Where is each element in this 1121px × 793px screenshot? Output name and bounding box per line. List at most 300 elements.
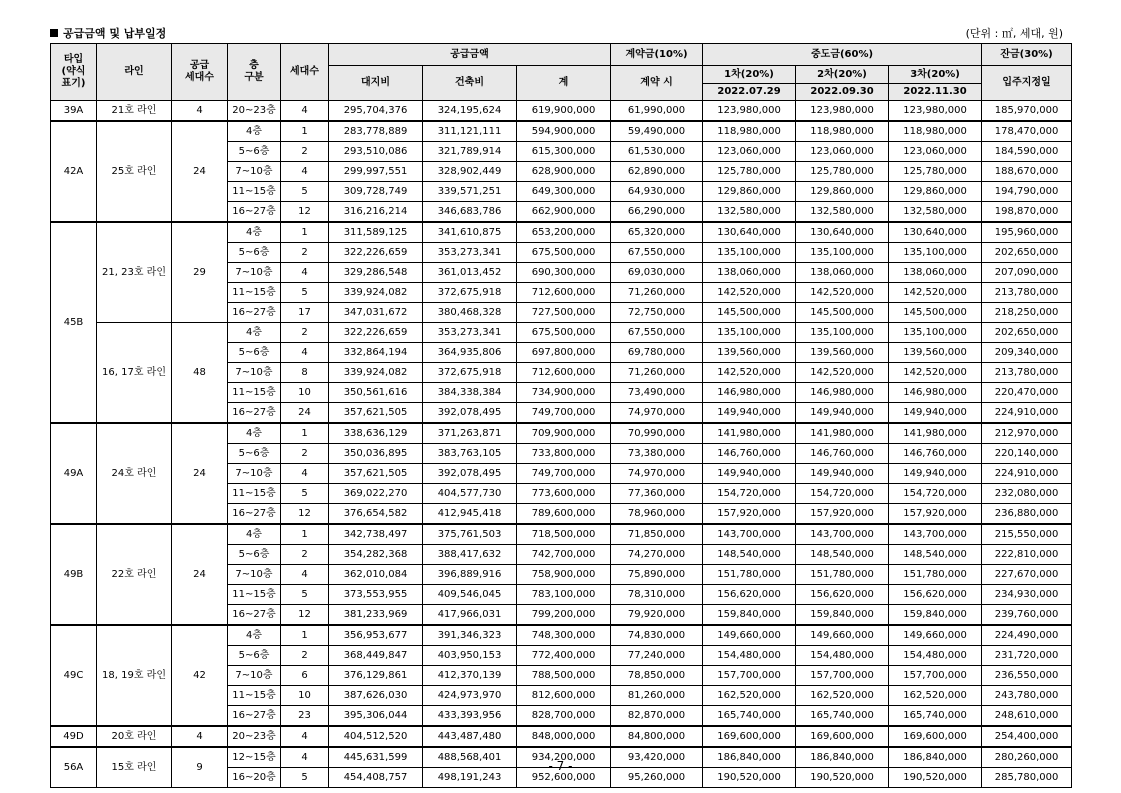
hh-cell: 5 — [281, 283, 329, 303]
bld-cell: 380,468,328 — [423, 303, 517, 323]
hh-cell: 2 — [281, 444, 329, 464]
contract-cell: 79,920,000 — [611, 605, 703, 626]
bld-cell: 328,902,449 — [423, 162, 517, 182]
bal-cell: 202,650,000 — [982, 243, 1072, 263]
hh-cell: 5 — [281, 585, 329, 605]
floor-cell: 16~27층 — [228, 706, 281, 727]
bal-cell: 222,810,000 — [982, 545, 1072, 565]
hh-cell: 1 — [281, 222, 329, 243]
floor-cell: 5~6층 — [228, 646, 281, 666]
contract-cell: 66,290,000 — [611, 202, 703, 223]
m1-cell: 125,780,000 — [703, 162, 796, 182]
bal-cell: 285,780,000 — [982, 768, 1072, 788]
total-cell: 758,900,000 — [517, 565, 611, 585]
type-cell: 42A — [51, 121, 97, 222]
floor-cell: 5~6층 — [228, 243, 281, 263]
floor-cell: 20~23층 — [228, 726, 281, 747]
bld-cell: 488,568,401 — [423, 747, 517, 768]
m3-cell: 123,060,000 — [889, 142, 982, 162]
bal-cell: 234,930,000 — [982, 585, 1072, 605]
m2-cell: 146,760,000 — [796, 444, 889, 464]
m2-cell: 129,860,000 — [796, 182, 889, 202]
contract-cell: 72,750,000 — [611, 303, 703, 323]
bal-cell: 220,470,000 — [982, 383, 1072, 403]
hh-cell: 4 — [281, 747, 329, 768]
total-cell: 789,600,000 — [517, 504, 611, 525]
m2-cell: 135,100,000 — [796, 243, 889, 263]
land-cell: 332,864,194 — [329, 343, 423, 363]
unit-note: (단위 : ㎡, 세대, 원) — [965, 27, 1063, 40]
floor-cell: 16~27층 — [228, 605, 281, 626]
header-mid3: 3차(20%) — [889, 66, 982, 84]
m3-cell: 132,580,000 — [889, 202, 982, 223]
total-cell: 649,300,000 — [517, 182, 611, 202]
bal-cell: 220,140,000 — [982, 444, 1072, 464]
m2-cell: 123,060,000 — [796, 142, 889, 162]
floor-cell: 11~15층 — [228, 585, 281, 605]
m1-cell: 142,520,000 — [703, 283, 796, 303]
land-cell: 373,553,955 — [329, 585, 423, 605]
hh-cell: 12 — [281, 202, 329, 223]
m3-cell: 162,520,000 — [889, 686, 982, 706]
header-land: 대지비 — [329, 66, 423, 101]
header-mid2: 2차(20%) — [796, 66, 889, 84]
hh-cell: 4 — [281, 343, 329, 363]
contract-cell: 67,550,000 — [611, 323, 703, 343]
land-cell: 357,621,505 — [329, 403, 423, 424]
m2-cell: 169,600,000 — [796, 726, 889, 747]
m1-cell: 146,980,000 — [703, 383, 796, 403]
floor-cell: 5~6층 — [228, 343, 281, 363]
line-cell: 20호 라인 — [97, 726, 172, 747]
total-cell: 697,800,000 — [517, 343, 611, 363]
land-cell: 381,233,969 — [329, 605, 423, 626]
m2-cell: 156,620,000 — [796, 585, 889, 605]
total-cell: 773,600,000 — [517, 484, 611, 504]
contract-cell: 78,850,000 — [611, 666, 703, 686]
m1-cell: 149,660,000 — [703, 625, 796, 646]
bal-cell: 227,670,000 — [982, 565, 1072, 585]
header-contract-time: 계약 시 — [611, 66, 703, 101]
m1-cell: 156,620,000 — [703, 585, 796, 605]
m3-cell: 169,600,000 — [889, 726, 982, 747]
m1-cell: 129,860,000 — [703, 182, 796, 202]
m1-cell: 157,700,000 — [703, 666, 796, 686]
hh-cell: 12 — [281, 504, 329, 525]
bal-cell: 218,250,000 — [982, 303, 1072, 323]
bal-cell: 280,260,000 — [982, 747, 1072, 768]
total-cell: 788,500,000 — [517, 666, 611, 686]
header-line: 라인 — [97, 44, 172, 101]
floor-cell: 4층 — [228, 323, 281, 343]
m1-cell: 186,840,000 — [703, 747, 796, 768]
header-total: 계 — [517, 66, 611, 101]
m1-cell: 159,840,000 — [703, 605, 796, 626]
table-row — [51, 101, 1072, 122]
contract-cell: 73,380,000 — [611, 444, 703, 464]
bal-cell: 188,670,000 — [982, 162, 1072, 182]
bld-cell: 396,889,916 — [423, 565, 517, 585]
floor-cell: 4층 — [228, 625, 281, 646]
hh-cell: 4 — [281, 565, 329, 585]
bld-cell: 412,945,418 — [423, 504, 517, 525]
bal-cell: 215,550,000 — [982, 524, 1072, 545]
land-cell: 357,621,505 — [329, 464, 423, 484]
hh-cell: 1 — [281, 524, 329, 545]
bal-cell: 236,880,000 — [982, 504, 1072, 525]
hh-cell: 2 — [281, 646, 329, 666]
m2-cell: 154,480,000 — [796, 646, 889, 666]
bld-cell: 339,571,251 — [423, 182, 517, 202]
bld-cell: 375,761,503 — [423, 524, 517, 545]
land-cell: 368,449,847 — [329, 646, 423, 666]
m2-cell: 157,700,000 — [796, 666, 889, 686]
header-balance: 잔금(30%) — [982, 44, 1072, 66]
hh-cell: 5 — [281, 768, 329, 788]
m2-cell: 146,980,000 — [796, 383, 889, 403]
bal-cell: 209,340,000 — [982, 343, 1072, 363]
type-cell: 39A — [51, 101, 97, 122]
total-cell: 653,200,000 — [517, 222, 611, 243]
hh-cell: 17 — [281, 303, 329, 323]
hh-cell: 6 — [281, 666, 329, 686]
total-cell: 952,600,000 — [517, 768, 611, 788]
m1-cell: 118,980,000 — [703, 121, 796, 142]
header-mid1-date: 2022.07.29 — [703, 84, 796, 101]
header-mid1: 1차(20%) — [703, 66, 796, 84]
floor-cell: 4층 — [228, 222, 281, 243]
bld-cell: 443,487,480 — [423, 726, 517, 747]
total-cell: 742,700,000 — [517, 545, 611, 565]
header-mid3-date: 2022.11.30 — [889, 84, 982, 101]
floor-cell: 16~20층 — [228, 768, 281, 788]
m3-cell: 135,100,000 — [889, 243, 982, 263]
m3-cell: 190,520,000 — [889, 768, 982, 788]
bld-cell: 391,346,323 — [423, 625, 517, 646]
total-cell: 619,900,000 — [517, 101, 611, 122]
bld-cell: 417,966,031 — [423, 605, 517, 626]
line-cell: 21호 라인 — [97, 101, 172, 122]
hh-cell: 24 — [281, 403, 329, 424]
bal-cell: 185,970,000 — [982, 101, 1072, 122]
m3-cell: 125,780,000 — [889, 162, 982, 182]
square-bullet-icon — [50, 29, 58, 37]
m1-cell: 138,060,000 — [703, 263, 796, 283]
land-cell: 350,036,895 — [329, 444, 423, 464]
m2-cell: 165,740,000 — [796, 706, 889, 727]
table-row — [51, 222, 1072, 243]
hh-cell: 8 — [281, 363, 329, 383]
section-title-text: 공급금액 및 납부일정 — [63, 27, 167, 40]
bal-cell: 198,870,000 — [982, 202, 1072, 223]
bld-cell: 433,393,956 — [423, 706, 517, 727]
m2-cell: 151,780,000 — [796, 565, 889, 585]
m1-cell: 132,580,000 — [703, 202, 796, 223]
supply-units-cell: 24 — [172, 524, 228, 625]
bld-cell: 424,973,970 — [423, 686, 517, 706]
total-cell: 718,500,000 — [517, 524, 611, 545]
header-mid2-date: 2022.09.30 — [796, 84, 889, 101]
contract-cell: 62,890,000 — [611, 162, 703, 182]
m2-cell: 132,580,000 — [796, 202, 889, 223]
m2-cell: 123,980,000 — [796, 101, 889, 122]
contract-cell: 74,970,000 — [611, 464, 703, 484]
m2-cell: 145,500,000 — [796, 303, 889, 323]
land-cell: 404,512,520 — [329, 726, 423, 747]
contract-cell: 70,990,000 — [611, 423, 703, 444]
bld-cell: 383,763,105 — [423, 444, 517, 464]
total-cell: 848,000,000 — [517, 726, 611, 747]
supply-units-cell: 48 — [172, 323, 228, 424]
floor-cell: 11~15층 — [228, 182, 281, 202]
total-cell: 783,100,000 — [517, 585, 611, 605]
total-cell: 712,600,000 — [517, 283, 611, 303]
m2-cell: 135,100,000 — [796, 323, 889, 343]
hh-cell: 4 — [281, 162, 329, 182]
hh-cell: 4 — [281, 726, 329, 747]
m3-cell: 143,700,000 — [889, 524, 982, 545]
bal-cell: 212,970,000 — [982, 423, 1072, 444]
hh-cell: 10 — [281, 686, 329, 706]
m1-cell: 130,640,000 — [703, 222, 796, 243]
land-cell: 362,010,084 — [329, 565, 423, 585]
m2-cell: 130,640,000 — [796, 222, 889, 243]
land-cell: 387,626,030 — [329, 686, 423, 706]
m3-cell: 129,860,000 — [889, 182, 982, 202]
total-cell: 733,800,000 — [517, 444, 611, 464]
header-floor: 층 구분 — [228, 44, 281, 101]
supply-units-cell: 9 — [172, 747, 228, 788]
m3-cell: 138,060,000 — [889, 263, 982, 283]
contract-cell: 69,030,000 — [611, 263, 703, 283]
floor-cell: 7~10층 — [228, 363, 281, 383]
m1-cell: 169,600,000 — [703, 726, 796, 747]
m2-cell: 142,520,000 — [796, 283, 889, 303]
total-cell: 828,700,000 — [517, 706, 611, 727]
bld-cell: 498,191,243 — [423, 768, 517, 788]
m3-cell: 130,640,000 — [889, 222, 982, 243]
table-row — [51, 323, 1072, 343]
contract-cell: 67,550,000 — [611, 243, 703, 263]
floor-cell: 4층 — [228, 423, 281, 444]
floor-cell: 4층 — [228, 524, 281, 545]
bld-cell: 372,675,918 — [423, 363, 517, 383]
contract-cell: 74,830,000 — [611, 625, 703, 646]
floor-cell: 7~10층 — [228, 464, 281, 484]
m1-cell: 145,500,000 — [703, 303, 796, 323]
contract-cell: 73,490,000 — [611, 383, 703, 403]
m2-cell: 162,520,000 — [796, 686, 889, 706]
total-cell: 748,300,000 — [517, 625, 611, 646]
floor-cell: 16~27층 — [228, 403, 281, 424]
bld-cell: 341,610,875 — [423, 222, 517, 243]
m2-cell: 159,840,000 — [796, 605, 889, 626]
hh-cell: 2 — [281, 323, 329, 343]
bal-cell: 202,650,000 — [982, 323, 1072, 343]
m1-cell: 141,980,000 — [703, 423, 796, 444]
bld-cell: 321,789,914 — [423, 142, 517, 162]
total-cell: 615,300,000 — [517, 142, 611, 162]
total-cell: 812,600,000 — [517, 686, 611, 706]
contract-cell: 93,420,000 — [611, 747, 703, 768]
land-cell: 376,129,861 — [329, 666, 423, 686]
land-cell: 299,997,551 — [329, 162, 423, 182]
line-cell: 15호 라인 — [97, 747, 172, 788]
bal-cell: 224,910,000 — [982, 403, 1072, 424]
table-row — [51, 524, 1072, 545]
page-number: - 7 - — [548, 759, 573, 773]
bld-cell: 392,078,495 — [423, 464, 517, 484]
m3-cell: 149,660,000 — [889, 625, 982, 646]
bal-cell: 178,470,000 — [982, 121, 1072, 142]
header-building: 건축비 — [423, 66, 517, 101]
m3-cell: 135,100,000 — [889, 323, 982, 343]
bal-cell: 248,610,000 — [982, 706, 1072, 727]
contract-cell: 77,240,000 — [611, 646, 703, 666]
supply-units-cell: 29 — [172, 222, 228, 323]
m1-cell: 154,720,000 — [703, 484, 796, 504]
total-cell: 712,600,000 — [517, 363, 611, 383]
land-cell: 311,589,125 — [329, 222, 423, 243]
m1-cell: 135,100,000 — [703, 243, 796, 263]
contract-cell: 59,490,000 — [611, 121, 703, 142]
contract-cell: 95,260,000 — [611, 768, 703, 788]
land-cell: 395,306,044 — [329, 706, 423, 727]
contract-cell: 75,890,000 — [611, 565, 703, 585]
bld-cell: 372,675,918 — [423, 283, 517, 303]
floor-cell: 4층 — [228, 121, 281, 142]
floor-cell: 16~27층 — [228, 504, 281, 525]
bld-cell: 361,013,452 — [423, 263, 517, 283]
land-cell: 283,778,889 — [329, 121, 423, 142]
floor-cell: 7~10층 — [228, 263, 281, 283]
type-cell: 56A — [51, 747, 97, 788]
bal-cell: 254,400,000 — [982, 726, 1072, 747]
m2-cell: 118,980,000 — [796, 121, 889, 142]
bld-cell: 353,273,341 — [423, 323, 517, 343]
hh-cell: 2 — [281, 545, 329, 565]
line-cell: 22호 라인 — [97, 524, 172, 625]
m3-cell: 157,700,000 — [889, 666, 982, 686]
land-cell: 356,953,677 — [329, 625, 423, 646]
m3-cell: 146,980,000 — [889, 383, 982, 403]
line-cell: 24호 라인 — [97, 423, 172, 524]
land-cell: 295,704,376 — [329, 101, 423, 122]
section-title — [50, 25, 166, 41]
floor-cell: 11~15층 — [228, 383, 281, 403]
land-cell: 309,728,749 — [329, 182, 423, 202]
contract-cell: 84,800,000 — [611, 726, 703, 747]
floor-cell: 7~10층 — [228, 162, 281, 182]
total-cell: 749,700,000 — [517, 403, 611, 424]
line-cell: 25호 라인 — [97, 121, 172, 222]
bal-cell: 224,490,000 — [982, 625, 1072, 646]
supply-units-cell: 24 — [172, 121, 228, 222]
bal-cell: 236,550,000 — [982, 666, 1072, 686]
contract-cell: 71,850,000 — [611, 524, 703, 545]
bld-cell: 371,263,871 — [423, 423, 517, 444]
supply-units-cell: 4 — [172, 726, 228, 747]
m3-cell: 145,500,000 — [889, 303, 982, 323]
header-contract: 계약금(10%) — [611, 44, 703, 66]
floor-cell: 5~6층 — [228, 545, 281, 565]
land-cell: 376,654,582 — [329, 504, 423, 525]
bld-cell: 311,121,111 — [423, 121, 517, 142]
bal-cell: 232,080,000 — [982, 484, 1072, 504]
hh-cell: 10 — [281, 383, 329, 403]
land-cell: 322,226,659 — [329, 323, 423, 343]
table-row — [51, 423, 1072, 444]
floor-cell: 5~6층 — [228, 444, 281, 464]
table-row — [51, 726, 1072, 747]
bal-cell: 194,790,000 — [982, 182, 1072, 202]
bld-cell: 404,577,730 — [423, 484, 517, 504]
total-cell: 690,300,000 — [517, 263, 611, 283]
type-cell: 49A — [51, 423, 97, 524]
m2-cell: 138,060,000 — [796, 263, 889, 283]
line-cell: 21, 23호 라인 — [97, 222, 172, 323]
land-cell: 347,031,672 — [329, 303, 423, 323]
m1-cell: 146,760,000 — [703, 444, 796, 464]
bld-cell: 392,078,495 — [423, 403, 517, 424]
m3-cell: 154,720,000 — [889, 484, 982, 504]
total-cell: 594,900,000 — [517, 121, 611, 142]
contract-cell: 65,320,000 — [611, 222, 703, 243]
m2-cell: 125,780,000 — [796, 162, 889, 182]
supply-units-cell: 24 — [172, 423, 228, 524]
m1-cell: 162,520,000 — [703, 686, 796, 706]
contract-cell: 64,930,000 — [611, 182, 703, 202]
contract-cell: 74,270,000 — [611, 545, 703, 565]
hh-cell: 5 — [281, 484, 329, 504]
header-households: 세대수 — [281, 44, 329, 101]
m3-cell: 159,840,000 — [889, 605, 982, 626]
m2-cell: 139,560,000 — [796, 343, 889, 363]
m1-cell: 143,700,000 — [703, 524, 796, 545]
bal-cell: 243,780,000 — [982, 686, 1072, 706]
contract-cell: 71,260,000 — [611, 363, 703, 383]
m3-cell: 146,760,000 — [889, 444, 982, 464]
land-cell: 338,636,129 — [329, 423, 423, 444]
m1-cell: 149,940,000 — [703, 464, 796, 484]
m1-cell: 123,980,000 — [703, 101, 796, 122]
m2-cell: 149,940,000 — [796, 464, 889, 484]
land-cell: 369,022,270 — [329, 484, 423, 504]
header-supply-price: 공급금액 — [329, 44, 611, 66]
m3-cell: 157,920,000 — [889, 504, 982, 525]
m1-cell: 157,920,000 — [703, 504, 796, 525]
m3-cell: 142,520,000 — [889, 283, 982, 303]
hh-cell: 4 — [281, 263, 329, 283]
hh-cell: 12 — [281, 605, 329, 626]
bld-cell: 403,950,153 — [423, 646, 517, 666]
total-cell: 675,500,000 — [517, 323, 611, 343]
floor-cell: 7~10층 — [228, 565, 281, 585]
m1-cell: 154,480,000 — [703, 646, 796, 666]
m3-cell: 149,940,000 — [889, 464, 982, 484]
contract-cell: 74,970,000 — [611, 403, 703, 424]
supply-units-cell: 42 — [172, 625, 228, 726]
m1-cell: 148,540,000 — [703, 545, 796, 565]
floor-cell: 20~23층 — [228, 101, 281, 122]
m3-cell: 148,540,000 — [889, 545, 982, 565]
total-cell: 772,400,000 — [517, 646, 611, 666]
contract-cell: 69,780,000 — [611, 343, 703, 363]
contract-cell: 78,310,000 — [611, 585, 703, 605]
m2-cell: 142,520,000 — [796, 363, 889, 383]
land-cell: 354,282,368 — [329, 545, 423, 565]
bld-cell: 353,273,341 — [423, 243, 517, 263]
